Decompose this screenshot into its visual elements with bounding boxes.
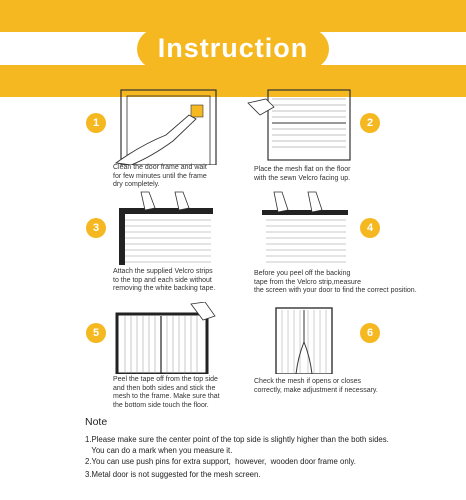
step-number-badge: 4 bbox=[360, 218, 380, 238]
step-description: Attach the supplied Velcro strips to the top and each side without removing the white backing tape. bbox=[113, 268, 216, 292]
stick-mesh-illustration bbox=[111, 302, 221, 374]
step-description: Clean the door frame and wait for few minutes until the frame dry completely. bbox=[113, 164, 207, 188]
note-line-1: 1.Please make sure the center point of the top side is slightly higher than the both sides. bbox=[85, 435, 389, 444]
measure-screen-illustration bbox=[246, 190, 356, 265]
step-description: Check the mesh if opens or closes correctly, make adjustment if necessary. bbox=[254, 378, 378, 394]
step-number-badge: 3 bbox=[86, 218, 106, 238]
note-title: Note bbox=[85, 416, 108, 428]
step-number-badge: 6 bbox=[360, 323, 380, 343]
check-mesh-illustration bbox=[246, 302, 356, 374]
step-number-badge: 1 bbox=[86, 113, 106, 133]
header-banner bbox=[0, 0, 466, 97]
step-description: Before you peel off the backing tape from the Velcro strip,measure the screen with your door to find the correct position. bbox=[254, 270, 417, 294]
attach-velcro-illustration bbox=[111, 190, 221, 265]
note-line-3: 3.Metal door is not suggested for the mesh screen. bbox=[85, 470, 261, 479]
step-number-badge: 2 bbox=[360, 113, 380, 133]
door-frame-cleaning-illustration bbox=[111, 85, 221, 165]
page-title: Instruction bbox=[157, 33, 309, 63]
step-description: Place the mesh flat on the floor with the sewn Velcro facing up. bbox=[254, 166, 351, 182]
step-description: Peel the tape off from the top side and then both sides and stick the mesh to the frame. Make sure that the bottom side touch the floor. bbox=[113, 376, 220, 409]
note-line-2: 2.You can use push pins for extra support, however, wooden door frame only. bbox=[85, 457, 356, 466]
step-number-badge: 5 bbox=[86, 323, 106, 343]
note-line-1-continued: You can do a mark when you measure it. bbox=[85, 446, 233, 455]
mesh-flat-illustration bbox=[246, 85, 356, 165]
